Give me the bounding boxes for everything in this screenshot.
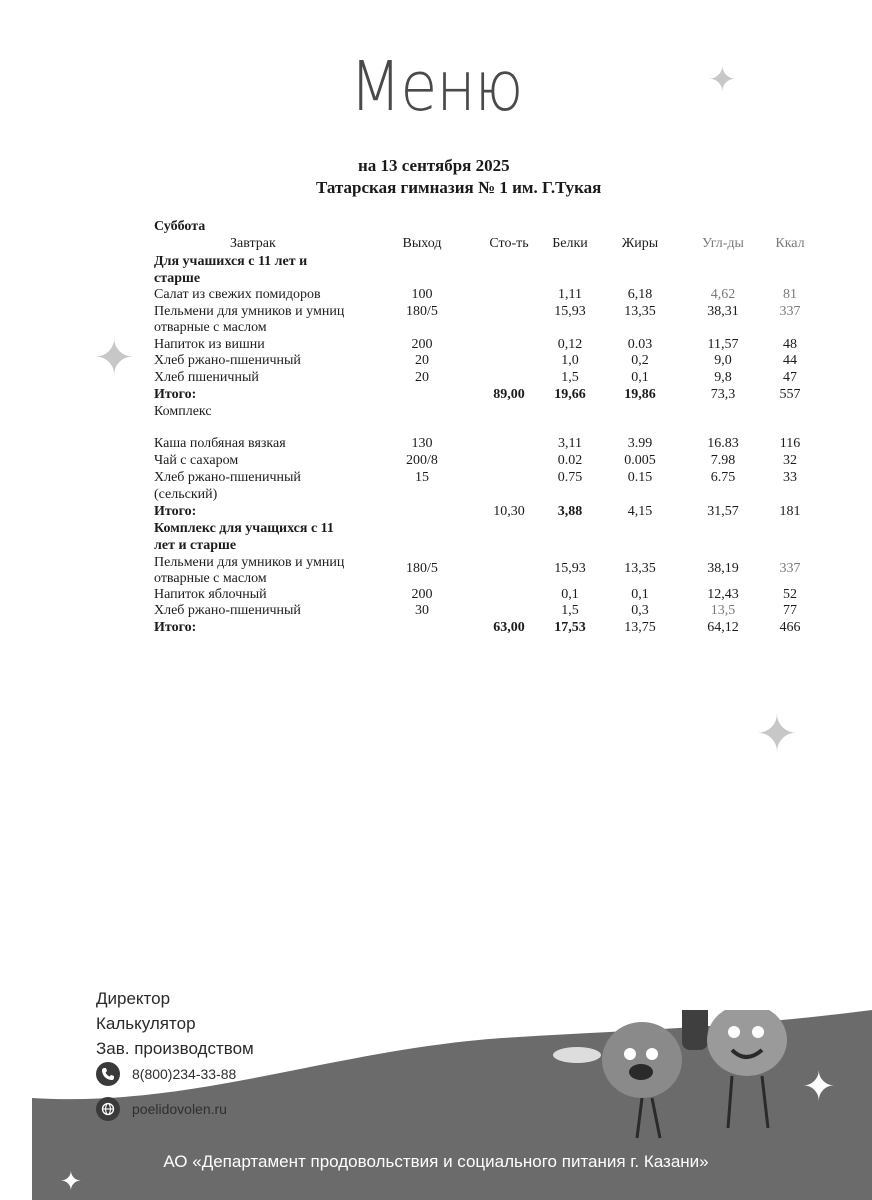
col-output: Выход	[402, 236, 442, 251]
protein: 1,5	[561, 370, 579, 385]
kcal: 337	[779, 304, 801, 319]
carbs: 11,57	[707, 337, 739, 352]
output: 180/5	[406, 304, 438, 319]
kcal: 81	[783, 287, 797, 302]
dish-name: (сельский)	[154, 487, 218, 502]
fat: 0.005	[624, 453, 656, 468]
protein: 0,12	[557, 337, 583, 352]
total-kcal: 181	[779, 504, 801, 519]
sparkle-icon: ✦	[756, 705, 798, 763]
protein: 3,11	[558, 436, 582, 451]
carbs: 38,31	[707, 304, 739, 319]
carbs: 38,19	[707, 561, 739, 576]
total-protein: 19,66	[554, 387, 586, 402]
signature-director: Директор	[96, 989, 171, 1008]
dish-name: отварные с маслом	[154, 571, 267, 586]
total-protein: 3,88	[557, 504, 583, 519]
output: 100	[411, 287, 433, 302]
kcal: 48	[783, 337, 797, 352]
dish-name: Пельмени для умников и умниц	[154, 304, 345, 319]
col-protein: Белки	[552, 236, 588, 251]
fat: 13,35	[624, 561, 656, 576]
carbs: 7.98	[710, 453, 736, 468]
signature-production: Зав. производством	[96, 1039, 254, 1058]
organization-name: АО «Департамент продовольствия и социального питания г. Казани»	[163, 1152, 709, 1171]
total-cost: 89,00	[493, 387, 525, 402]
dish-name: Хлеб ржано-пшеничный	[154, 603, 301, 618]
dish-name: Пельмени для умников и умниц	[154, 555, 345, 570]
carbs: 4,62	[710, 287, 736, 302]
total-label: Итого:	[154, 620, 197, 635]
dish-name: Напиток из вишни	[154, 337, 265, 352]
carbs: 9,0	[714, 353, 732, 368]
protein: 0,1	[561, 587, 579, 602]
protein: 15,93	[554, 304, 586, 319]
protein: 0.02	[557, 453, 583, 468]
total-kcal: 466	[779, 620, 801, 635]
dish-name: Хлеб ржано-пшеничный	[154, 470, 301, 485]
output: 200	[411, 337, 433, 352]
dish-name: Хлеб ржано-пшеничный	[154, 353, 301, 368]
output: 200	[411, 587, 433, 602]
page-title: Меню	[349, 46, 523, 128]
sparkle-icon: ✦	[60, 1167, 82, 1197]
kcal: 116	[779, 436, 801, 451]
total-fat: 13,75	[624, 620, 656, 635]
kcal: 33	[783, 470, 797, 485]
sparkle-icon: ✦	[94, 330, 135, 386]
phone-line	[96, 1062, 236, 1086]
dish-name: Каша полбяная вязкая	[154, 436, 286, 451]
kcal: 337	[779, 561, 801, 576]
output: 15	[415, 470, 429, 485]
sparkle-icon: ✦	[802, 1064, 836, 1110]
fat: 0,1	[631, 370, 649, 385]
output: 180/5	[406, 561, 438, 576]
fat: 0.15	[627, 470, 653, 485]
carbs: 9,8	[714, 370, 732, 385]
total-kcal: 557	[779, 387, 801, 402]
sparkle-icon: ✦	[708, 60, 737, 100]
carbs: 13,5	[710, 603, 736, 618]
fat: 0,3	[631, 603, 649, 618]
output: 200/8	[406, 453, 438, 468]
fat: 0.03	[627, 337, 653, 352]
total-label: Итого:	[154, 387, 197, 402]
fat: 0,1	[631, 587, 649, 602]
phone-number[interactable]: 8(800)234-33-88	[132, 1066, 237, 1082]
total-cost: 10,30	[493, 504, 525, 519]
kcal: 47	[783, 370, 797, 385]
carbs: 12,43	[707, 587, 739, 602]
site-line	[96, 1097, 227, 1121]
website-link[interactable]: poelidovolen.ru	[132, 1101, 227, 1117]
total-carbs: 64,12	[707, 620, 739, 635]
dish-name: Хлеб пшеничный	[154, 370, 259, 385]
protein: 15,93	[554, 561, 586, 576]
dish-name: Чай с сахаром	[154, 453, 239, 468]
total-protein: 17,53	[554, 620, 586, 635]
total-carbs: 31,57	[707, 504, 739, 519]
kcal: 44	[783, 353, 797, 368]
school-name: Татарская гимназия № 1 им. Г.Тукая	[316, 178, 602, 197]
kcal: 52	[783, 587, 797, 602]
output: 130	[411, 436, 433, 451]
col-kcal: Ккал	[775, 236, 805, 251]
fat: 3.99	[627, 436, 653, 451]
phone-icon	[96, 1062, 120, 1086]
dish-name: отварные с маслом	[154, 320, 267, 335]
col-meal: Завтрак	[230, 236, 276, 251]
protein: 1,5	[561, 603, 579, 618]
total-label: Итого:	[154, 504, 197, 519]
output: 20	[415, 370, 429, 385]
col-fat: Жиры	[621, 236, 659, 251]
kcal: 77	[783, 603, 797, 618]
carbs: 6.75	[710, 470, 736, 485]
output: 30	[415, 603, 429, 618]
protein: 1,0	[561, 353, 579, 368]
signature-calculator: Калькулятор	[96, 1014, 196, 1033]
fat: 6,18	[627, 287, 653, 302]
protein: 0.75	[557, 470, 583, 485]
globe-icon	[96, 1097, 120, 1121]
total-carbs: 73,3	[710, 387, 736, 402]
col-cost: Сто-ть	[489, 236, 529, 251]
date-line: на 13 сентября 2025	[358, 156, 510, 175]
protein: 1,11	[558, 287, 582, 302]
signature-block	[96, 986, 254, 1061]
fat: 0,2	[631, 353, 649, 368]
kcal: 32	[783, 453, 797, 468]
fat: 13,35	[624, 304, 656, 319]
total-cost: 63,00	[493, 620, 525, 635]
dish-name: Напиток яблочный	[154, 587, 267, 602]
dish-name: Салат из свежих помидоров	[154, 287, 321, 302]
col-carbs: Угл-ды	[702, 236, 744, 251]
total-fat: 19,86	[624, 387, 656, 402]
output: 20	[415, 353, 429, 368]
total-fat: 4,15	[627, 504, 653, 519]
onion-character-icon	[602, 1022, 682, 1098]
carbs: 16.83	[707, 436, 739, 451]
